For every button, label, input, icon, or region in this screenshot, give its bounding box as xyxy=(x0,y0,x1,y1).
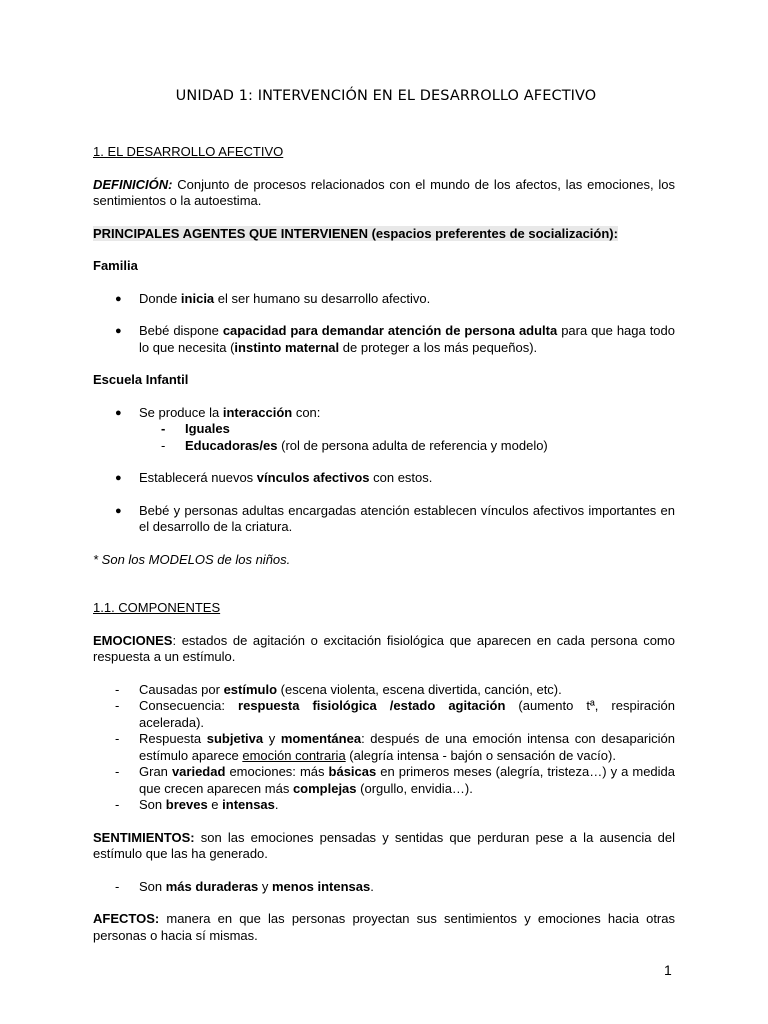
section-heading-componentes: 1.1. COMPONENTES xyxy=(93,600,221,615)
text-run: Consecuencia: xyxy=(139,698,239,713)
text-run-bold: Iguales xyxy=(185,421,230,436)
text-run-bold: interacción xyxy=(222,404,293,420)
section-heading-desarrollo-afectivo: 1. EL DESARROLLO AFECTIVO xyxy=(93,144,284,159)
text-run: . xyxy=(274,797,279,812)
text-run-bold: Educadoras/es xyxy=(185,437,278,453)
dash-icon: - xyxy=(115,878,120,894)
list-item xyxy=(93,682,675,699)
text-run: Establecerá nuevos xyxy=(139,470,257,485)
text-run: para que haga todo lo que necesita ( xyxy=(139,323,675,355)
familia-bullet-list xyxy=(93,291,675,357)
text-run-bold: menos intensas xyxy=(271,878,371,894)
emociones-dash-list xyxy=(93,682,675,814)
text-run: en primeros meses (alegría, tristeza…) y a medida que crecen aparecen más xyxy=(139,764,676,796)
text-run: Causadas por xyxy=(139,681,224,697)
definition-label: DEFINICIÓN: xyxy=(93,176,173,192)
text-run-bold: complejas xyxy=(292,780,357,796)
dash-icon: - xyxy=(161,421,166,436)
bullet-icon: ● xyxy=(115,292,122,305)
dash-icon: - xyxy=(115,698,120,713)
text-run-bold: básicas xyxy=(328,764,377,779)
sentimientos-dash-list xyxy=(93,879,675,896)
escuela-label: Escuela Infantil xyxy=(93,372,189,387)
text-run-bold: inicia xyxy=(180,290,215,306)
dash-icon: - xyxy=(115,797,120,812)
list-item xyxy=(93,797,675,814)
list-item xyxy=(93,405,675,455)
text-run: con estos. xyxy=(369,470,433,485)
list-item xyxy=(93,879,675,896)
text-run: : después de una emoción intensa con desaparición estímulo aparece xyxy=(139,731,675,763)
emociones-paragraph xyxy=(93,633,675,666)
list-item xyxy=(93,503,675,536)
sentimientos-label: SENTIMIENTOS: xyxy=(93,829,195,845)
list-item xyxy=(139,421,675,438)
definition-text: Conjunto de procesos relacionados con el mundo de los afectos, las emociones, los sentimientos o la autoestima. xyxy=(93,176,675,208)
text-run: (escena violenta, escena divertida, canción, etc). xyxy=(277,681,562,697)
agents-heading xyxy=(93,226,675,243)
afectos-text: manera en que las personas proyectan sus sentimientos y emociones hacia otras personas o hacia sí mismas. xyxy=(93,911,675,943)
text-run: Son xyxy=(139,797,166,812)
dash-icon: - xyxy=(115,681,120,697)
definition-paragraph xyxy=(93,177,675,210)
sentimientos-paragraph xyxy=(93,830,675,863)
agents-heading-rest: (espacios preferentes de socialización): xyxy=(367,225,618,241)
page-content xyxy=(93,86,675,960)
list-item xyxy=(93,698,675,731)
bullet-icon: ● xyxy=(115,504,122,517)
text-run-bold: estímulo xyxy=(223,681,278,697)
text-run: Gran xyxy=(139,764,172,779)
text-run-bold: más duraderas xyxy=(165,878,259,894)
dash-icon: - xyxy=(115,764,120,779)
bullet-icon: ● xyxy=(115,472,122,484)
list-item xyxy=(139,438,675,455)
text-run: el ser humano su desarrollo afectivo. xyxy=(214,290,431,306)
text-run: con: xyxy=(292,404,321,420)
text-run-bold: capacidad para demandar atención de persona adulta xyxy=(222,323,558,338)
text-run-bold: respuesta fisiológica /estado agitación xyxy=(238,698,506,713)
list-item xyxy=(93,731,675,764)
text-run: (aumento tª, respiración acelerada). xyxy=(139,698,675,730)
text-run: Bebé dispone xyxy=(139,323,223,338)
bullet-icon: ● xyxy=(115,325,122,337)
list-item xyxy=(93,764,675,797)
text-run-bold: intensas xyxy=(222,797,275,812)
text-run: Respuesta xyxy=(139,731,207,746)
text-run: e xyxy=(207,797,223,812)
text-run: de proteger a los más pequeños). xyxy=(339,339,538,355)
list-item xyxy=(93,323,675,356)
sentimientos-text: son las emociones pensadas y sentidas que perduran pese a la ausencia del estímulo que las ha generado. xyxy=(93,829,675,861)
list-item xyxy=(93,470,675,487)
dash-icon: - xyxy=(161,437,166,453)
text-run-underlined: emoción contraria xyxy=(242,747,346,763)
afectos-paragraph xyxy=(93,911,675,944)
text-run: Se produce la xyxy=(139,404,223,420)
text-run: (rol de persona adulta de referencia y modelo) xyxy=(277,437,548,453)
afectos-label: AFECTOS: xyxy=(93,911,160,926)
text-run-bold: vínculos afectivos xyxy=(256,470,370,485)
agents-heading-bold: PRINCIPALES AGENTES QUE INTERVIENEN xyxy=(93,225,368,241)
models-note: * Son los MODELOS de los niños. xyxy=(93,551,291,567)
text-run-bold: breves xyxy=(165,797,208,812)
text-run-bold: variedad xyxy=(171,764,226,779)
familia-label: Familia xyxy=(93,258,138,273)
text-run-bold: momentánea xyxy=(280,731,362,746)
text-run: Donde xyxy=(139,290,181,306)
text-run: Son xyxy=(139,878,166,894)
text-run: y xyxy=(258,878,272,894)
text-run-bold: instinto maternal xyxy=(234,339,340,355)
escuela-bullet-list xyxy=(93,405,675,536)
text-run: emociones: más xyxy=(225,764,329,779)
text-run: (alegría intensa - bajón o sensación de vacío). xyxy=(345,747,616,763)
text-run: (orgullo, envidia…). xyxy=(356,780,473,796)
text-run: . xyxy=(370,878,374,894)
page-number: 1 xyxy=(664,962,672,978)
emociones-label: EMOCIONES xyxy=(93,632,173,648)
text-run: y xyxy=(263,731,281,746)
text-run: Bebé y personas adultas encargadas atención establecen vínculos afectivos importantes en el desarrollo de la criatura. xyxy=(139,502,675,534)
text-run-bold: subjetiva xyxy=(206,731,264,746)
document-title: UNIDAD 1: INTERVENCIÓN EN EL DESARROLLO AFECTIVO xyxy=(175,88,597,104)
list-item xyxy=(93,291,675,308)
bullet-icon: ● xyxy=(115,406,122,419)
interaction-sub-list xyxy=(139,421,675,454)
dash-icon: - xyxy=(115,731,120,746)
emociones-text: : estados de agitación o excitación fisiológica que aparecen en cada persona como respuesta a un estímulo. xyxy=(93,632,675,664)
